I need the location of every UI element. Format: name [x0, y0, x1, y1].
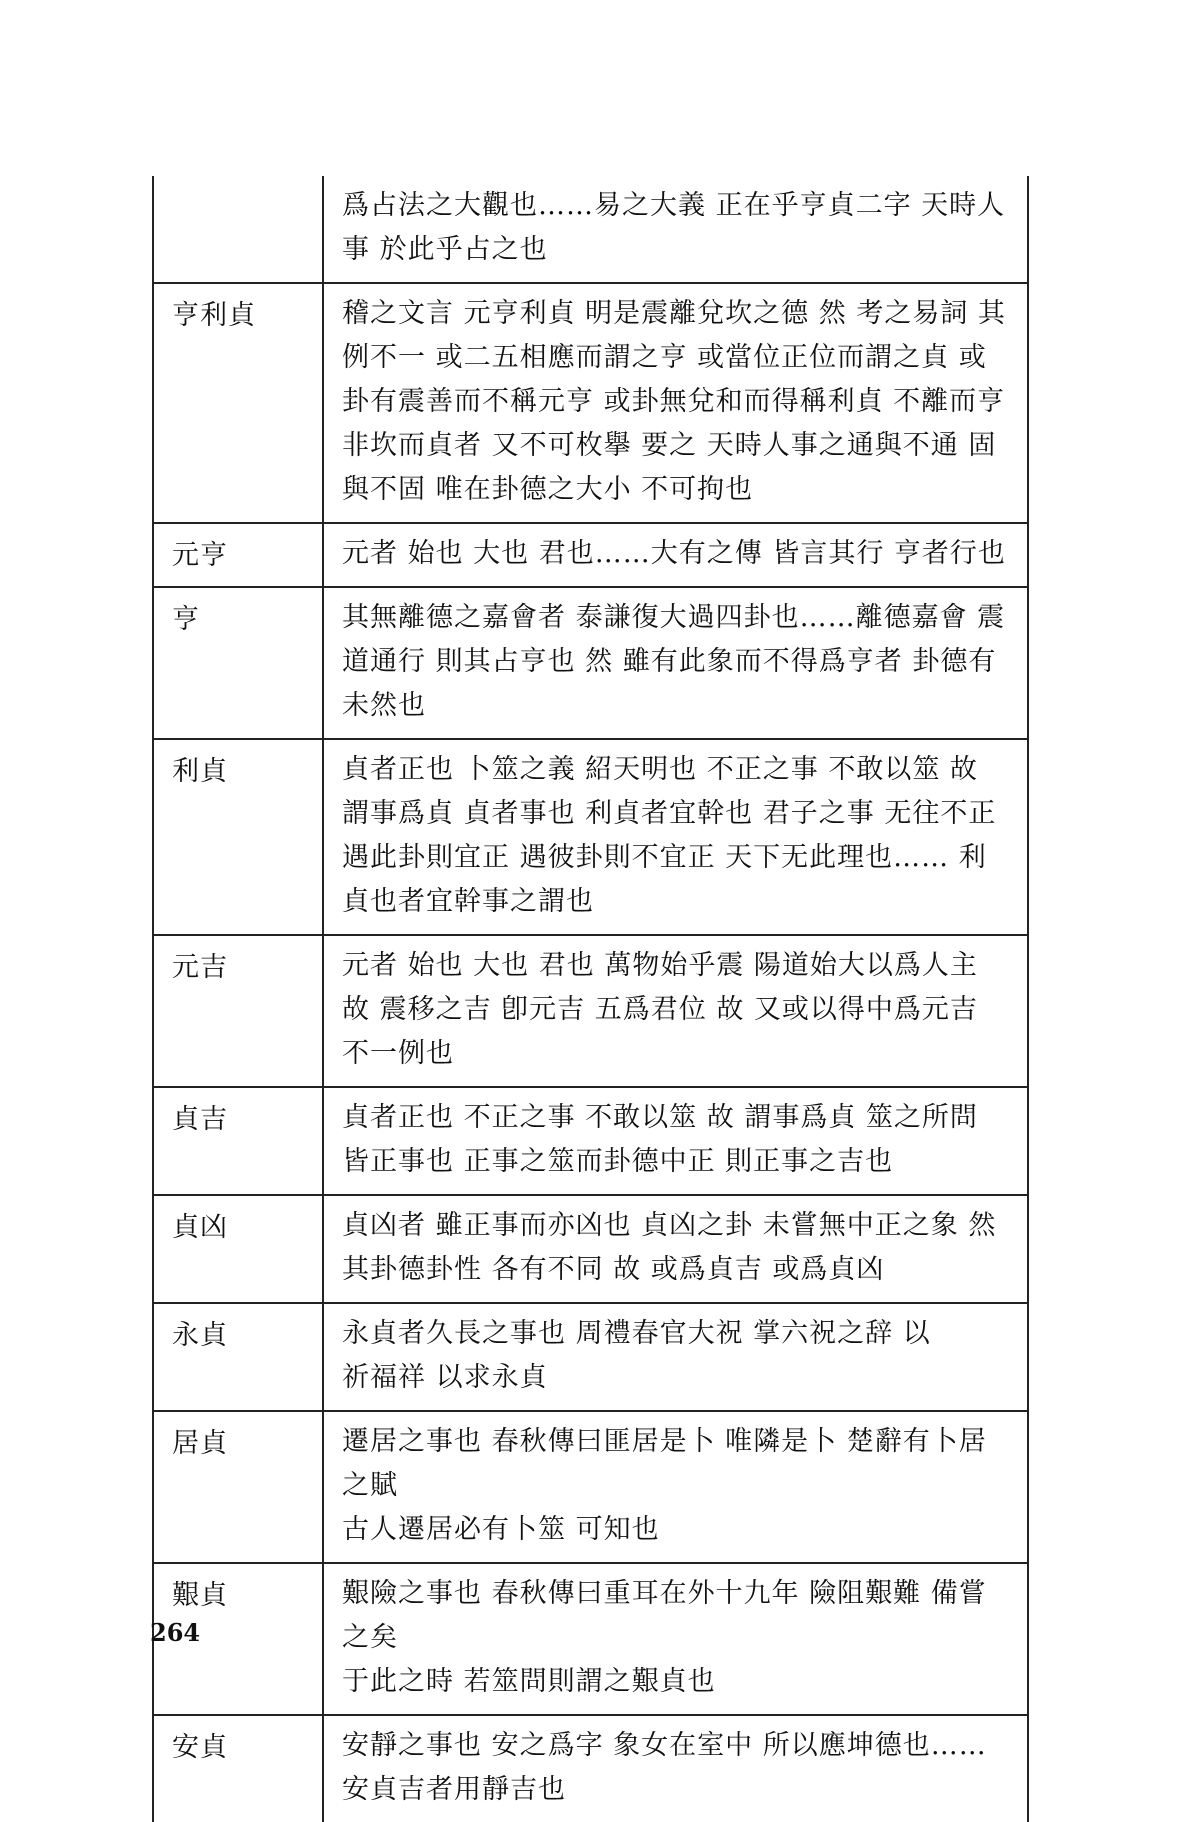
page-number: 264 [150, 1618, 201, 1647]
glossary-table-body [153, 176, 1028, 1822]
description-cell: 元者 始也 大也 君也……大有之傳 皆言其行 亨者行也 [323, 523, 1028, 587]
description-cell: 安靜之事也 安之爲字 象女在室中 所以應坤德也……安貞吉者用靜吉也 [323, 1715, 1028, 1822]
description-cell: 艱險之事也 春秋傳曰重耳在外十九年 險阻艱難 備嘗之矣 于此之時 若筮問則謂之艱貞也 [323, 1563, 1028, 1715]
description-cell: 爲占法之大觀也……易之大義 正在乎亨貞二字 天時人事 於此乎占之也 [323, 176, 1028, 283]
description-cell: 遷居之事也 春秋傳曰匪居是卜 唯隣是卜 楚辭有卜居之賦 古人遷居必有卜筮 可知也 [323, 1411, 1028, 1563]
term-cell: 亨 [153, 587, 323, 739]
table-row [153, 739, 1028, 935]
table-row [153, 1715, 1028, 1822]
table-row [153, 523, 1028, 587]
description-cell: 稽之文言 元亨利貞 明是震離兌坎之德 然 考之易詞 其例不一 或二五相應而謂之亨 或當位正位而謂之貞 或卦有震善而不稱元亨 或卦無兌和而得稱利貞 不離而亨 非坎而貞者 又不可枚擧 要之 天時人事之通與不通 固與不固 唯在卦德之大小 不可拘也 [323, 283, 1028, 523]
term-cell: 貞凶 [153, 1195, 323, 1303]
description-cell: 其無離德之嘉會者 泰謙復大過四卦也……離德嘉會 震道通行 則其占亨也 然 雖有此象而不得爲亨者 卦德有未然也 [323, 587, 1028, 739]
term-cell: 元吉 [153, 935, 323, 1087]
table-row [153, 1195, 1028, 1303]
term-cell: 居貞 [153, 1411, 323, 1563]
table-row-continued [153, 176, 1028, 283]
term-cell: 安貞 [153, 1715, 323, 1822]
term-cell: 元亨 [153, 523, 323, 587]
description-cell: 貞凶者 雖正事而亦凶也 貞凶之卦 未嘗無中正之象 然 其卦德卦性 各有不同 故 或爲貞吉 或爲貞凶 [323, 1195, 1028, 1303]
term-cell: 艱貞 [153, 1563, 323, 1715]
table-row [153, 1087, 1028, 1195]
table-row [153, 1411, 1028, 1563]
table-row [153, 587, 1028, 739]
table-row [153, 1563, 1028, 1715]
description-cell: 永貞者久長之事也 周禮春官大祝 掌六祝之辞 以 祈福祥 以求永貞 [323, 1303, 1028, 1411]
glossary-table [152, 176, 1029, 1822]
description-cell: 貞者正也 卜筮之義 紹天明也 不正之事 不敢以筮 故 謂事爲貞 貞者事也 利貞者宜幹也 君子之事 无往不正 遇此卦則宜正 遇彼卦則不宜正 天下无此理也…… 利貞也者宜幹事之謂也 [323, 739, 1028, 935]
term-cell: 利貞 [153, 739, 323, 935]
term-cell-empty [153, 176, 323, 283]
table-row [153, 283, 1028, 523]
table-row [153, 935, 1028, 1087]
description-cell: 貞者正也 不正之事 不敢以筮 故 謂事爲貞 筮之所問 皆正事也 正事之筮而卦德中正 則正事之吉也 [323, 1087, 1028, 1195]
term-cell: 永貞 [153, 1303, 323, 1411]
term-cell: 貞吉 [153, 1087, 323, 1195]
description-cell: 元者 始也 大也 君也 萬物始乎震 陽道始大以爲人主 故 震移之吉 卽元吉 五爲君位 故 又或以得中爲元吉 不一例也 [323, 935, 1028, 1087]
table-row [153, 1303, 1028, 1411]
term-cell: 亨利貞 [153, 283, 323, 523]
